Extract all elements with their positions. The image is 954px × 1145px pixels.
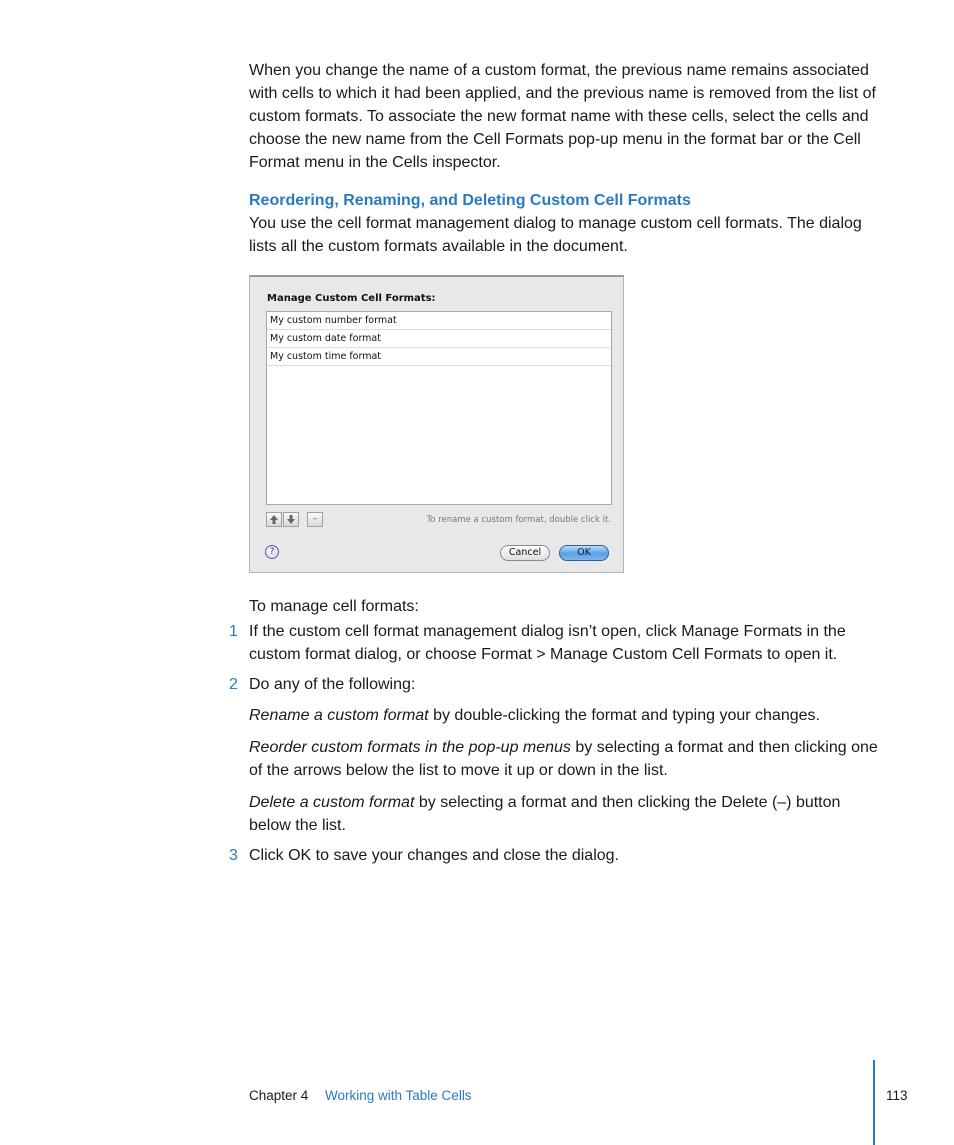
manage-formats-dialog-figure (249, 275, 624, 573)
footer-divider (873, 1060, 875, 1145)
option-reorder (249, 736, 879, 782)
dialog-title: Manage Custom Cell Formats: (267, 293, 436, 304)
step-text: Click OK to save your changes and close the dialog. (249, 847, 619, 864)
option-lead: Rename a custom format (249, 707, 429, 724)
option-rename (249, 704, 879, 727)
footer-chapter-title: Working with Table Cells (325, 1088, 472, 1103)
option-lead: Delete a custom format (249, 794, 415, 811)
ok-button[interactable]: OK (559, 545, 609, 561)
list-item[interactable]: My custom time format (267, 348, 611, 366)
delete-button[interactable]: – (307, 512, 323, 527)
step-text: If the custom cell format management dialog isn’t open, click Manage Formats in the custom format dialog, or choose Format > Manage Custom Cell Formats to open it. (249, 623, 846, 663)
step-number: 2 (229, 676, 238, 693)
cancel-button[interactable]: Cancel (500, 545, 550, 561)
page-number: 113 (886, 1088, 908, 1103)
option-rest: by selecting a format and then clicking one of the arrows below the list to move it up or down in the list. (249, 739, 878, 779)
option-delete (249, 791, 879, 837)
list-item[interactable]: My custom number format (267, 312, 611, 330)
help-button[interactable]: ? (265, 545, 279, 559)
option-rest: by selecting a format and then clicking the Delete (–) button below the list. (249, 794, 841, 834)
option-rest: by double-clicking the format and typing your changes. (428, 707, 820, 724)
footer-chapter: Chapter 4 (249, 1088, 309, 1103)
section-heading: Reordering, Renaming, and Deleting Custom Cell Formats (249, 192, 691, 209)
rename-hint: To rename a custom format, double click it. (426, 515, 611, 525)
intro-paragraph: When you change the name of a custom format, the previous name remains associated with cells to which it had been applied, and the previous name is removed from the list of custom formats. To associate the new format name with these cells, select the cells and choose the new name from the Cell Formats pop-up menu in the format bar or the Cell Format menu in the Cells inspector. (249, 62, 876, 171)
procedure-title: To manage cell formats: (249, 598, 419, 615)
arrow-down-icon (286, 514, 296, 525)
step-number: 1 (229, 623, 238, 640)
option-lead: Reorder custom formats in the pop-up menus (249, 739, 571, 756)
move-down-button[interactable] (283, 512, 299, 527)
step-number: 3 (229, 847, 238, 864)
custom-formats-list[interactable] (266, 311, 612, 505)
section-paragraph: You use the cell format management dialog to manage custom cell formats. The dialog lists all the custom formats available in the document. (249, 215, 862, 255)
move-up-button[interactable] (266, 512, 282, 527)
list-item[interactable]: My custom date format (267, 330, 611, 348)
arrow-up-icon (269, 514, 279, 525)
step-text: Do any of the following: (249, 676, 416, 693)
